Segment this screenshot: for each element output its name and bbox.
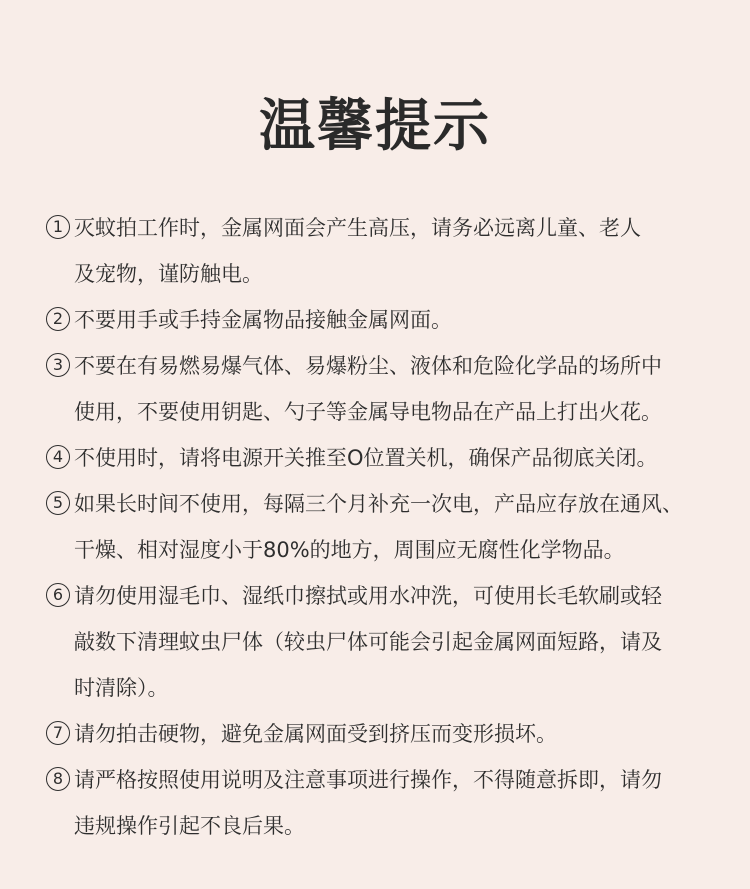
tip-item-2 [46,297,716,343]
tip-item-6 [46,573,716,711]
tip-text-1 [74,205,716,297]
tips-list [46,205,716,849]
tip-6-line-3: 时清除）。 [74,676,169,700]
tip-number-2: 2 [46,307,70,331]
tip-number-6: 6 [46,583,70,607]
tip-1-line-2: 及宠物，谨防触电。 [74,262,263,286]
tip-8-line-1: 请严格按照使用说明及注意事项进行操作，不得随意拆即，请勿 [74,768,662,792]
page-title: 温馨提示 [259,94,491,159]
tip-5-line-2: 干燥、相对湿度小于80%的地方，周围应无腐性化学物品。 [74,538,625,562]
tip-6-line-1: 请勿使用湿毛巾、湿纸巾擦拭或用水冲洗，可使用长毛软刷或轻 [74,584,662,608]
tip-item-7 [46,711,716,757]
tip-7-line-1: 请勿拍击硬物，避免金属网面受到挤压而变形损坏。 [74,722,557,746]
tip-item-3 [46,343,716,435]
tip-item-5 [46,481,716,573]
tip-number-3: 3 [46,353,70,377]
tip-4-line-1: 不使用时，请将电源开关推至O位置关机，确保产品彻底关闭。 [74,446,658,470]
tip-3-line-1: 不要在有易燃易爆气体、易爆粉尘、液体和危险化学品的场所中 [74,354,662,378]
tip-number-1: 1 [46,215,70,239]
tip-5-line-1: 如果长时间不使用，每隔三个月补充一次电，产品应存放在通风、 [74,492,683,516]
tip-1-line-1: 灭蚊拍工作时，金属网面会产生高压，请务必远离儿童、老人 [74,216,641,240]
tip-text-5 [74,481,716,573]
tip-text-8 [74,757,716,849]
tip-text-7 [74,711,716,757]
tip-item-4 [46,435,716,481]
tip-text-2 [74,297,716,343]
tip-text-3 [74,343,716,435]
tip-item-1 [46,205,716,297]
tip-text-4 [74,435,716,481]
tip-number-8: 8 [46,767,70,791]
tip-2-line-1: 不要用手或手持金属物品接触金属网面。 [74,308,452,332]
tip-number-7: 7 [46,721,70,745]
tip-item-8 [46,757,716,849]
tip-6-line-2: 敲数下清理蚊虫尸体（较虫尸体可能会引起金属网面短路，请及 [74,630,662,654]
tip-3-line-2: 使用，不要使用钥匙、勺子等金属导电物品在产品上打出火花。 [74,400,662,424]
tip-number-4: 4 [46,445,70,469]
tip-text-6 [74,573,716,711]
tip-number-5: 5 [46,491,70,515]
tip-8-line-2: 违规操作引起不良后果。 [74,814,305,838]
